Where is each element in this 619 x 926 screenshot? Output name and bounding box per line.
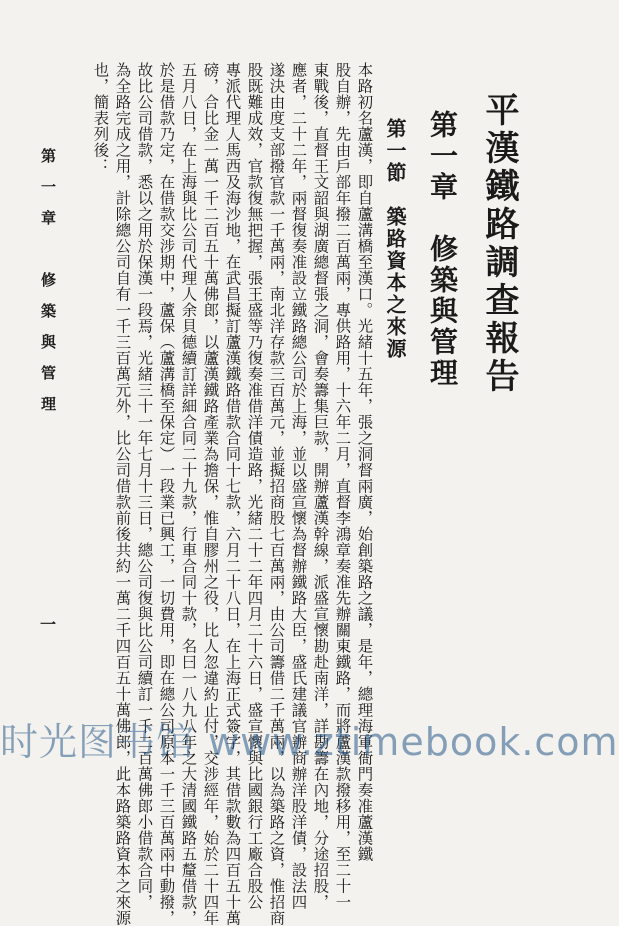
body-column: 也，簡表列後： [91, 62, 110, 174]
body-column: 於是借款乃定，在借款交涉期中，蘆保（蘆溝橋至保定）一段業已興工，一切費用，即在總公司原本一千三百萬兩中動撥， [157, 62, 176, 926]
section-heading: 第一節 築路資本之來源 [383, 118, 407, 360]
body-column: 為全路完成之用，計除總公司自有一千三百萬元外，比公司借款前後共約一萬二千四百五十萬佛郎，此本路築路資本之來源 [113, 62, 132, 926]
body-column: 股自辦，先由戶部年撥二百萬兩，專供路用，十六年二月，直督李鴻章奏准先辦關東鐵路，而將蘆漢款撥移用，至二十一 [333, 62, 352, 910]
body-column: 磅，合比金一萬一千二百五十萬佛郎，以蘆漢鐵路產業為擔保，惟自膠州之役，比人忽違約止付，交涉經年，始於二十四年 [201, 62, 220, 926]
body-column: 本路初名蘆漢，即自蘆溝橋至漢口。光緒十五年，張之洞督兩廣，始創築路之議，是年，總理海軍衙門奏准蘆漢鐵 [355, 62, 374, 862]
chapter-heading: 第一章 修築與管理 [426, 110, 459, 389]
body-column: 五月八日，在上海與比公司代理人余貝德續訂詳細合同二十九款，行車合同十款，名曰一八九八年之大清國鐵路五釐借款， [179, 62, 198, 926]
watermark: 时光图书馆 www.ztimebook.com [0, 720, 619, 764]
body-column: 應者，二十二年，兩督復奏准設立鐵路總公司於上海，並以盛宣懷為督辦鐵路大臣，盛氏建議官辦商辦洋股洋債，設法四 [289, 62, 308, 910]
body-column: 故比公司借款，悉以之用於保漢一段焉，光緒三十一年七月十三日，總公司復與比公司續訂一千二百萬佛郎小借款合同， [135, 62, 154, 910]
body-column: 東戰後，直督王文韶與湖廣總督張之洞，會奏籌集巨款，開辦蘆漢幹線，派盛宣懷勘赴南洋，詳勘籌在內地，分途招股， [311, 62, 330, 910]
body-column: 股既難成效，官款復無把握，張王盛等乃復奏准借洋債造路，光緒二十二年四月二十六日，盛宣懷與比國銀行工廠合股公 [245, 62, 264, 910]
body-column: 遂決由度支部撥官款一千萬兩，南北洋存款三百萬元，並擬招商股七百萬兩，由公司籌借二千萬兩，以為築路之資，惟招商 [267, 62, 286, 926]
running-footer-chapter: 第一章 修築與管理 [39, 148, 57, 427]
report-title: 平漢鐵路調查報告 [479, 92, 519, 396]
body-column: 專派代理人馬西及海沙地，在武昌擬訂蘆漢鐵路借款合同十七款，六月二十八日，在上海正式簽字，其借款數為四百五十萬 [223, 62, 242, 926]
page-number: 一 [40, 615, 57, 634]
